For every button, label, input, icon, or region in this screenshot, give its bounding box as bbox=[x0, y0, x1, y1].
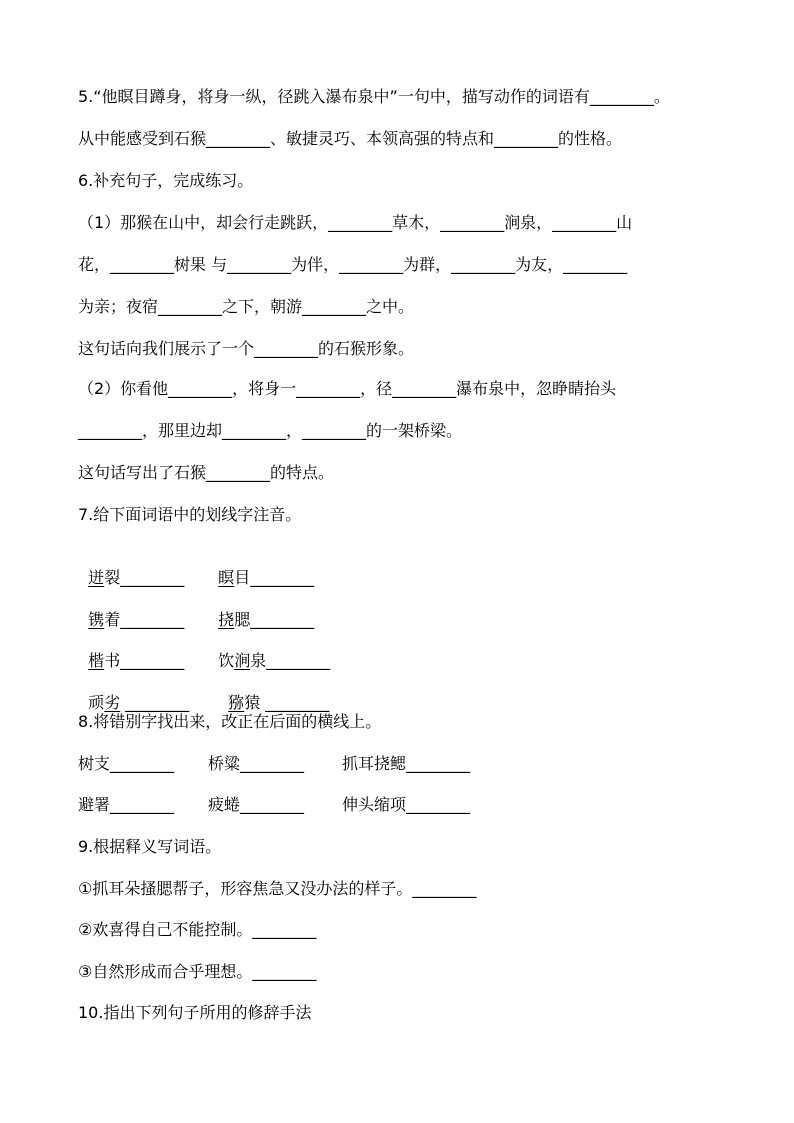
question-9-title: 9.根据释义写词语。 bbox=[78, 837, 222, 856]
word-item: 挠腮________ bbox=[218, 610, 315, 629]
question-6-part-1-question: 这句话向我们展示了一个________的石猴形象。 bbox=[78, 339, 415, 358]
word-item: 瞑目________ bbox=[218, 568, 315, 587]
question-6-part-1-line-3: 为亲；夜宿________之下，朝游________之中。 bbox=[78, 297, 415, 316]
word-item: 迸裂________ bbox=[88, 568, 185, 587]
correction-item: 桥粱________ bbox=[208, 754, 305, 773]
correction-item: 避署________ bbox=[78, 795, 175, 814]
word-item: 顽劣 ________ bbox=[88, 693, 190, 712]
word-item: 饮涧泉________ bbox=[218, 651, 331, 670]
question-6-part-1-line-2: 花，________树果 与________为伴，________为群，________为友，________ bbox=[78, 255, 628, 274]
definition-item: ③自然形成而合乎理想。________ bbox=[78, 962, 317, 981]
question-5-line-2: 从中能感受到石猴________、敏捷灵巧、本领高强的特点和________的性格。 bbox=[78, 129, 623, 148]
correction-item: 伸头缩项________ bbox=[342, 795, 471, 814]
word-item: 楷书________ bbox=[88, 651, 185, 670]
correction-item: 树支________ bbox=[78, 754, 175, 773]
question-6-title: 6.补充句子，完成练习。 bbox=[78, 171, 254, 190]
question-10-title: 10.指出下列句子所用的修辞手法 bbox=[78, 1003, 312, 1022]
question-8-title: 8.将错别字找出来，改正在后面的横线上。 bbox=[78, 712, 382, 731]
question-6-part-2-line-2: ________，那里边却________，________的一架桥梁。 bbox=[78, 421, 463, 440]
question-6-part-1-line-1: （1）那猴在山中，却会行走跳跃，________草木，________涧泉，________山 bbox=[78, 213, 633, 232]
question-7-title: 7.给下面词语中的划线字注音。 bbox=[78, 505, 302, 524]
correction-item: 抓耳挠鳃________ bbox=[342, 754, 471, 773]
correction-item: 疲蜷________ bbox=[208, 795, 305, 814]
question-6-part-2-line-1: （2）你看他________，将身一________，径________瀑布泉中，忽睁睛抬头 bbox=[78, 379, 617, 398]
definition-item: ②欢喜得自己不能控制。________ bbox=[78, 920, 317, 939]
question-5-line-1: 5.“他瞑目蹲身，将身一纵，径跳入瀑布泉中”一句中，描写动作的词语有________。 bbox=[78, 87, 670, 106]
question-6-part-2-question: 这句话写出了石猴________的特点。 bbox=[78, 463, 335, 482]
word-item: 镌着________ bbox=[88, 610, 185, 629]
definition-item: ①抓耳朵搔腮帮子，形容焦急又没办法的样子。________ bbox=[78, 879, 477, 898]
word-item: 猕猿 ________ bbox=[228, 693, 330, 712]
